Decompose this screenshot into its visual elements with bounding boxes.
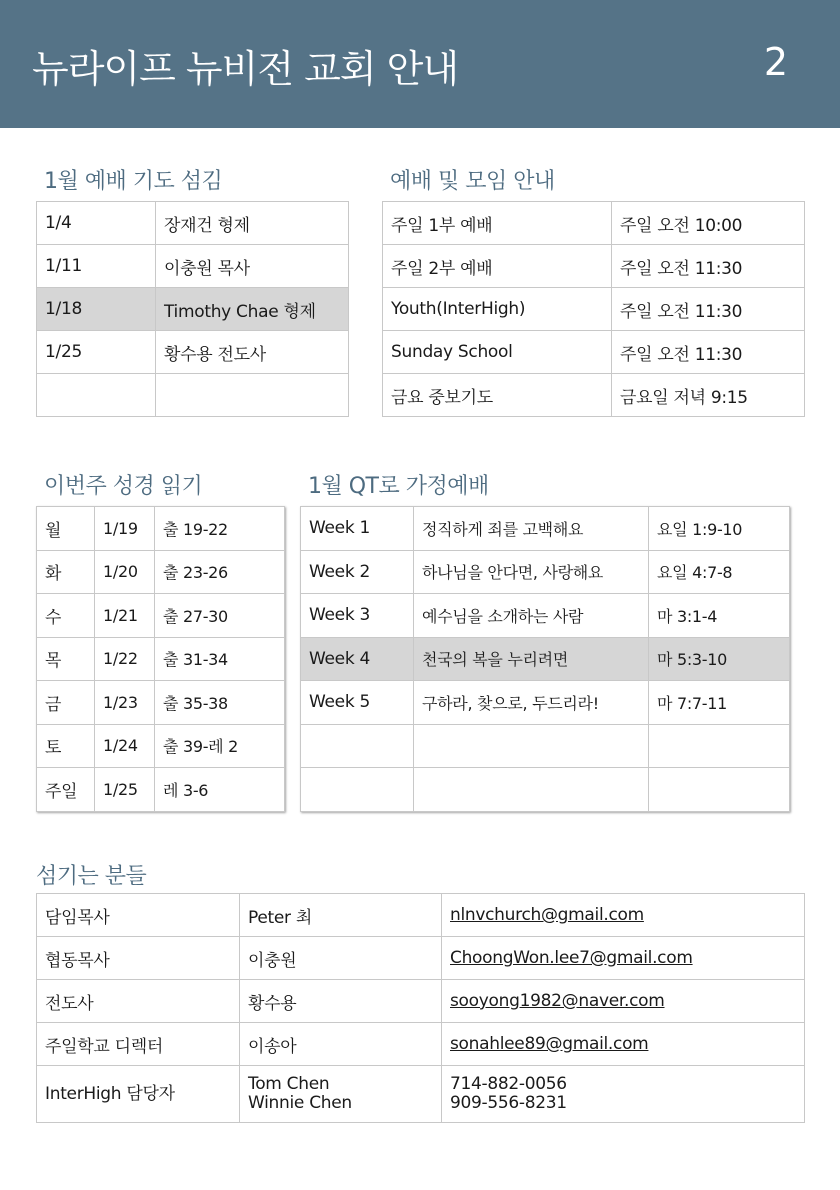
reading-day-cell: 수 xyxy=(37,594,95,638)
prayer-date-cell: 1/18 xyxy=(37,288,156,331)
reading-table-body xyxy=(37,507,285,812)
reading-date-cell: 1/25 xyxy=(95,768,155,812)
phone-number-secondary: 909-556-8231 xyxy=(450,1093,567,1113)
qt-week-cell xyxy=(301,768,414,812)
table-row xyxy=(301,681,790,725)
table-row xyxy=(37,331,349,374)
qt-week-cell: Week 2 xyxy=(301,550,414,594)
table-row xyxy=(37,594,285,638)
staff-name-cell xyxy=(240,937,442,980)
table-row xyxy=(301,550,790,594)
table-row xyxy=(37,894,805,937)
table-row xyxy=(37,1066,805,1123)
table-row xyxy=(37,937,805,980)
reading-section-title: 이번주 성경 읽기 xyxy=(44,474,203,499)
reading-passage-cell: 출 31-34 xyxy=(155,637,285,681)
staff-contact-cell xyxy=(442,980,805,1023)
staff-table xyxy=(36,893,805,1123)
table-row xyxy=(37,1023,805,1066)
table-row xyxy=(37,724,285,768)
table-row xyxy=(37,202,349,245)
qt-passage-cell xyxy=(649,724,790,768)
worship-section-title: 예배 및 모임 안내 xyxy=(390,169,555,194)
staff-role-cell: 담임목사 xyxy=(37,894,240,937)
qt-passage-cell: 요일 1:9-10 xyxy=(649,507,790,551)
prayer-leader-cell: 황수용 전도사 xyxy=(156,331,349,374)
staff-contact-cell xyxy=(442,937,805,980)
qt-table xyxy=(300,506,790,812)
reading-day-cell: 금 xyxy=(37,681,95,725)
qt-theme-cell: 정직하게 죄를 고백해요 xyxy=(414,507,649,551)
prayer-date-cell: 1/11 xyxy=(37,245,156,288)
table-row xyxy=(383,374,805,417)
prayer-section-title: 1월 예배 기도 섬김 xyxy=(44,169,223,194)
phone-number: 714-882-0056 xyxy=(450,1074,567,1094)
qt-week-cell: Week 4 xyxy=(301,637,414,681)
qt-theme-cell: 하나님을 안다면, 사랑해요 xyxy=(414,550,649,594)
staff-name: 황수용 xyxy=(248,993,297,1014)
reading-day-cell: 토 xyxy=(37,724,95,768)
table-row xyxy=(37,374,349,417)
staff-name-cell xyxy=(240,1066,442,1123)
reading-passage-cell: 출 35-38 xyxy=(155,681,285,725)
email-link[interactable]: sonahlee89@gmail.com xyxy=(450,1034,649,1054)
reading-date-cell: 1/24 xyxy=(95,724,155,768)
reading-date-cell: 1/21 xyxy=(95,594,155,638)
prayer-leader-cell: Timothy Chae 형제 xyxy=(156,288,349,331)
service-name-cell: 주일 2부 예배 xyxy=(383,245,612,288)
staff-name-cell xyxy=(240,1023,442,1066)
reading-day-cell: 화 xyxy=(37,550,95,594)
staff-name-secondary: Winnie Chen xyxy=(248,1093,352,1113)
service-name-cell: Sunday School xyxy=(383,331,612,374)
worship-table xyxy=(382,201,805,417)
table-row xyxy=(301,637,790,681)
reading-day-cell: 목 xyxy=(37,637,95,681)
prayer-date-cell: 1/25 xyxy=(37,331,156,374)
page-number: 2 xyxy=(763,40,788,84)
worship-table-body xyxy=(383,202,805,417)
reading-table xyxy=(36,506,285,812)
service-name-cell: 주일 1부 예배 xyxy=(383,202,612,245)
prayer-leader-cell: 이충원 목사 xyxy=(156,245,349,288)
prayer-date-cell xyxy=(37,374,156,417)
staff-role-cell: 주일학교 디렉터 xyxy=(37,1023,240,1066)
table-row xyxy=(383,202,805,245)
staff-contact-cell xyxy=(442,894,805,937)
table-row xyxy=(383,331,805,374)
service-time-cell: 주일 오전 11:30 xyxy=(612,288,805,331)
staff-role-cell: InterHigh 담당자 xyxy=(37,1066,240,1123)
table-row xyxy=(37,637,285,681)
service-time-cell: 주일 오전 11:30 xyxy=(612,331,805,374)
table-row xyxy=(383,288,805,331)
qt-theme-cell: 구하라, 찾으로, 두드리라! xyxy=(414,681,649,725)
table-row xyxy=(37,245,349,288)
reading-passage-cell: 출 19-22 xyxy=(155,507,285,551)
service-time-cell: 주일 오전 10:00 xyxy=(612,202,805,245)
prayer-table-body xyxy=(37,202,349,417)
staff-name-cell xyxy=(240,980,442,1023)
email-link[interactable]: sooyong1982@naver.com xyxy=(450,991,665,1011)
staff-name: 이충원 xyxy=(248,950,297,971)
qt-week-cell: Week 5 xyxy=(301,681,414,725)
service-time-cell: 주일 오전 11:30 xyxy=(612,245,805,288)
service-name-cell: Youth(InterHigh) xyxy=(383,288,612,331)
table-row xyxy=(37,550,285,594)
staff-contact-cell xyxy=(442,1066,805,1123)
reading-passage-cell: 출 27-30 xyxy=(155,594,285,638)
reading-passage-cell: 출 39-레 2 xyxy=(155,724,285,768)
table-row xyxy=(383,245,805,288)
staff-name: 이송아 xyxy=(248,1036,297,1057)
staff-name-cell xyxy=(240,894,442,937)
reading-passage-cell: 출 23-26 xyxy=(155,550,285,594)
prayer-date-cell: 1/4 xyxy=(37,202,156,245)
staff-table-body xyxy=(37,894,805,1123)
prayer-leader-cell: 장재건 형제 xyxy=(156,202,349,245)
email-link[interactable]: ChoongWon.lee7@gmail.com xyxy=(450,948,693,968)
table-row xyxy=(301,768,790,812)
table-row xyxy=(37,980,805,1023)
reading-date-cell: 1/20 xyxy=(95,550,155,594)
service-time-cell: 금요일 저녁 9:15 xyxy=(612,374,805,417)
service-name-cell: 금요 중보기도 xyxy=(383,374,612,417)
reading-day-cell: 주일 xyxy=(37,768,95,812)
page-title: 뉴라이프 뉴비전 교회 안내 xyxy=(32,47,459,91)
qt-theme-cell xyxy=(414,768,649,812)
qt-passage-cell xyxy=(649,768,790,812)
prayer-leader-cell xyxy=(156,374,349,417)
staff-section-title: 섬기는 분들 xyxy=(36,864,147,889)
qt-theme-cell: 예수님을 소개하는 사람 xyxy=(414,594,649,638)
reading-day-cell: 월 xyxy=(37,507,95,551)
qt-section-title: 1월 QT로 가정예배 xyxy=(308,474,489,499)
qt-week-cell: Week 1 xyxy=(301,507,414,551)
qt-theme-cell xyxy=(414,724,649,768)
qt-week-cell xyxy=(301,724,414,768)
reading-date-cell: 1/23 xyxy=(95,681,155,725)
table-row xyxy=(37,681,285,725)
staff-role-cell: 전도사 xyxy=(37,980,240,1023)
email-link[interactable]: nlnvchurch@gmail.com xyxy=(450,905,644,925)
table-row xyxy=(37,768,285,812)
qt-passage-cell: 요일 4:7-8 xyxy=(649,550,790,594)
qt-passage-cell: 마 5:3-10 xyxy=(649,637,790,681)
staff-contact-cell xyxy=(442,1023,805,1066)
reading-date-cell: 1/22 xyxy=(95,637,155,681)
staff-name: Tom Chen xyxy=(248,1074,330,1094)
table-row xyxy=(301,594,790,638)
prayer-table xyxy=(36,201,349,417)
staff-name: Peter 최 xyxy=(248,907,312,928)
qt-theme-cell: 천국의 복을 누리려면 xyxy=(414,637,649,681)
table-row xyxy=(301,507,790,551)
table-row xyxy=(37,507,285,551)
reading-date-cell: 1/19 xyxy=(95,507,155,551)
reading-passage-cell: 레 3-6 xyxy=(155,768,285,812)
qt-week-cell: Week 3 xyxy=(301,594,414,638)
qt-passage-cell: 마 7:7-11 xyxy=(649,681,790,725)
staff-role-cell: 협동목사 xyxy=(37,937,240,980)
qt-passage-cell: 마 3:1-4 xyxy=(649,594,790,638)
table-row xyxy=(301,724,790,768)
qt-table-body xyxy=(301,507,790,812)
table-row xyxy=(37,288,349,331)
page-header xyxy=(0,0,840,128)
